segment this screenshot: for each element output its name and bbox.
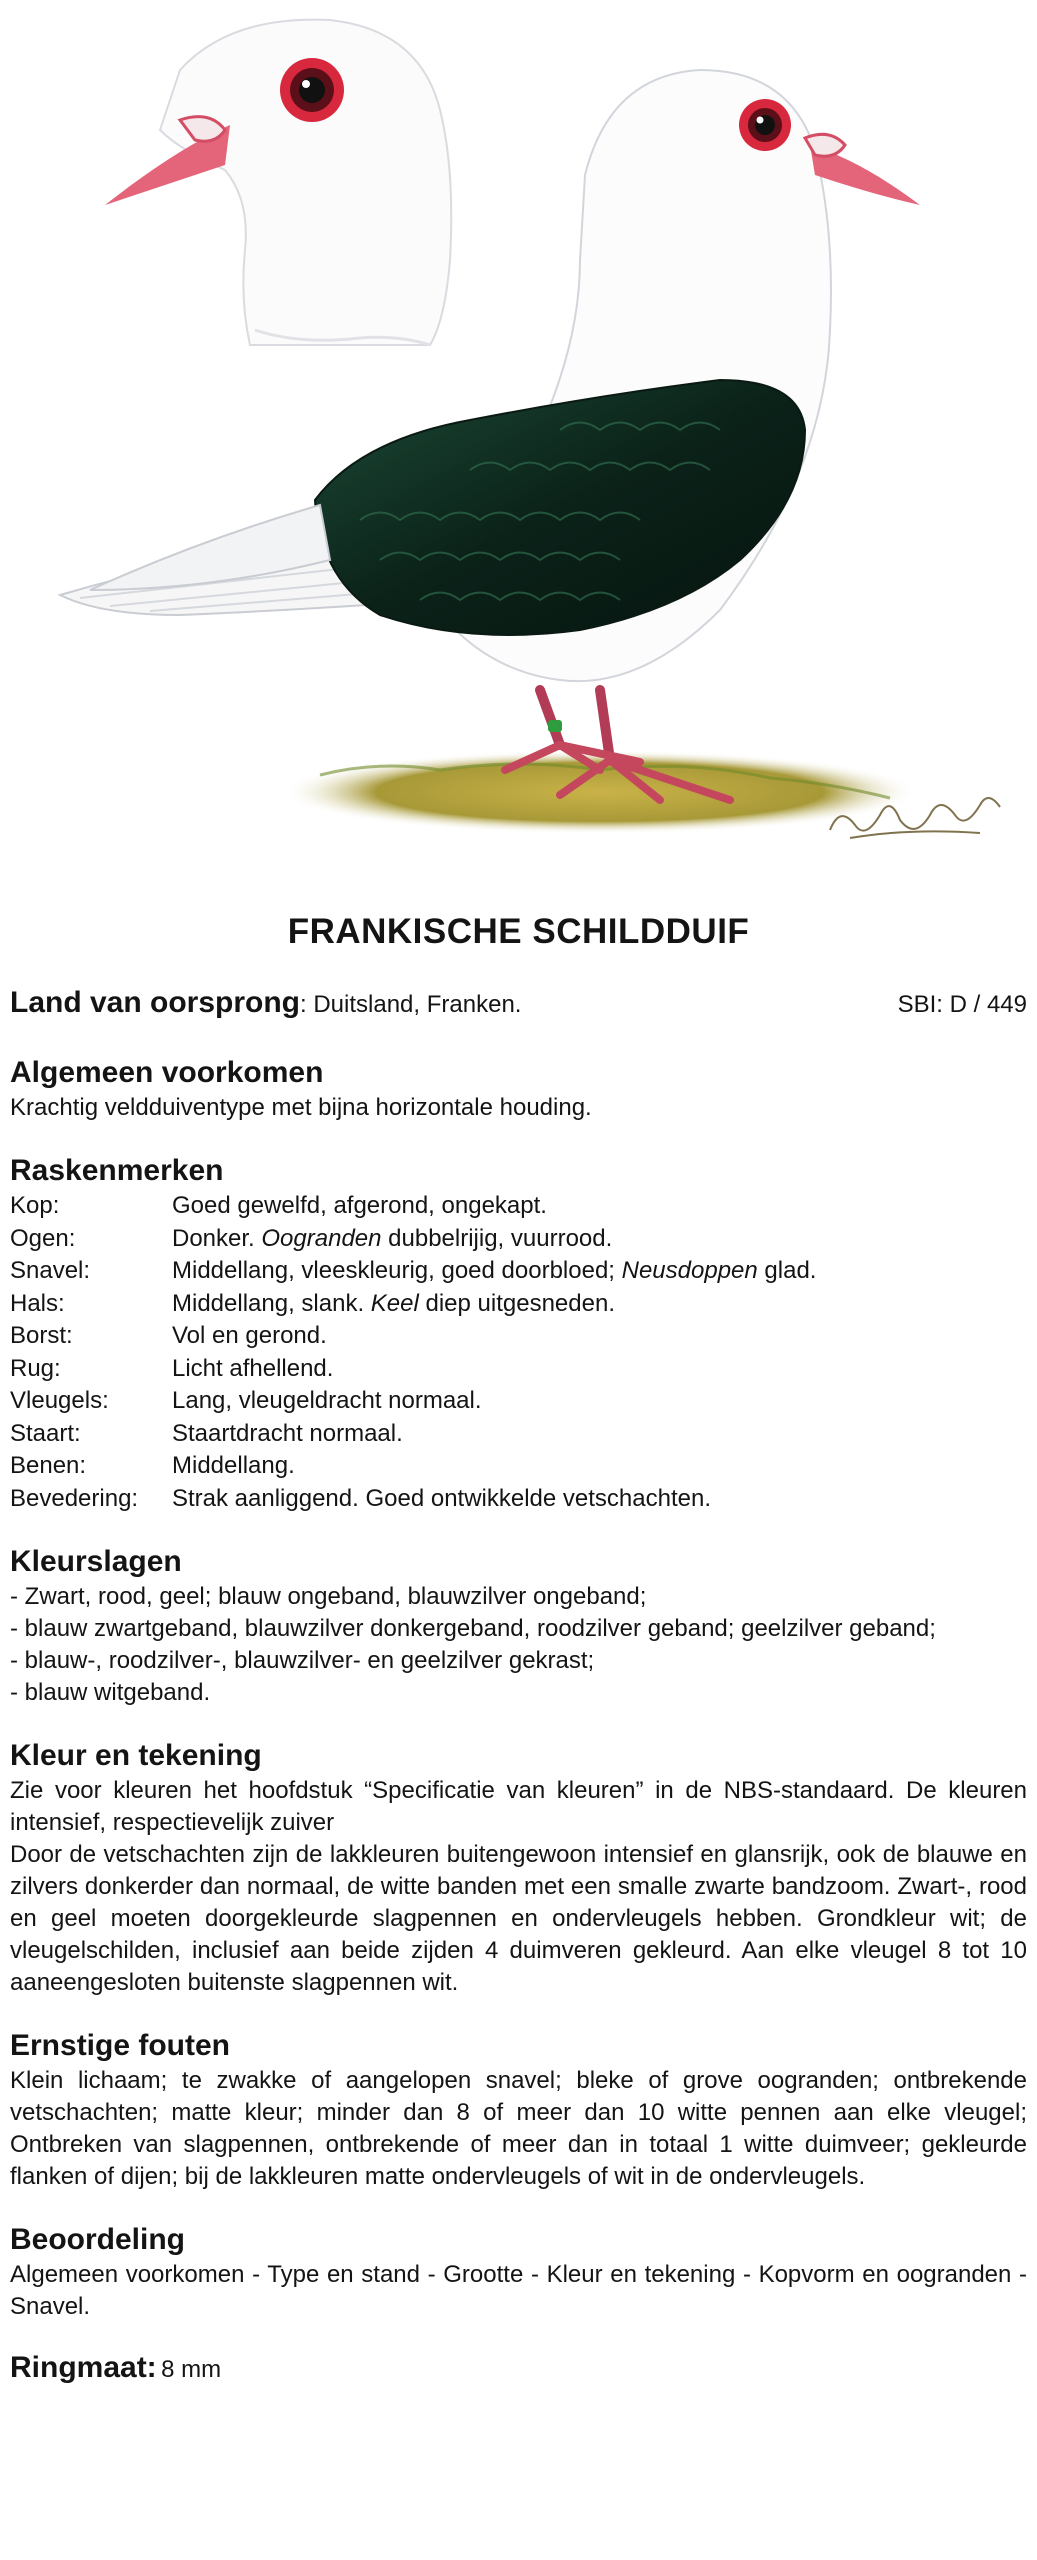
feature-value: Middellang, slank. Keel diep uitgesneden. <box>172 1289 615 1317</box>
feature-value: Staartdracht normaal. <box>172 1419 403 1447</box>
feature-label: Bevedering: <box>10 1484 139 1512</box>
feature-row <box>10 1353 1027 1386</box>
section-marking <box>10 1737 1027 1999</box>
feature-value: Lang, vleugeldracht normaal. <box>172 1387 482 1414</box>
feature-label: Rug: <box>10 1354 61 1382</box>
origin-line <box>10 986 1027 1026</box>
feature-row <box>10 1255 1027 1288</box>
feature-label: Vleugels: <box>10 1387 109 1414</box>
section-ring <box>10 2351 1027 2386</box>
feature-value: Licht afhellend. <box>172 1354 334 1382</box>
feature-label: Staart: <box>10 1419 81 1447</box>
feature-value: Middellang. <box>172 1452 295 1479</box>
breed-title: FRANKISCHE SCHILDDUIF <box>287 912 750 951</box>
feature-value: Goed gewelfd, afgerond, ongekapt. <box>172 1192 547 1219</box>
section-colors <box>10 1543 1027 1709</box>
ring-label: Ringmaat: <box>10 2351 157 2384</box>
pigeon-illustration <box>0 0 1037 880</box>
list-item: - blauw witgeband. <box>10 1679 211 1706</box>
section-heading: Kleurslagen <box>10 1545 182 1578</box>
section-judging <box>10 2221 1027 2323</box>
section-heading: Kleur en tekening <box>10 1739 262 1772</box>
feature-label: Ogen: <box>10 1224 76 1252</box>
feature-row <box>10 1223 1027 1256</box>
list-item: - blauw zwartgeband, blauwzilver donkergeband, roodzilver geband; geelzilver geband; <box>10 1615 936 1642</box>
section-text: Klein lichaam; te zwakke of aangelopen snavel; bleke of grove oogranden; ontbrekende vetschachten; matte kleur; minder dan 8 of meer dan 10 witte pennen aan elke vleugel; Ontbreken van slagpennen, ontbrekende of meer dan in totaal 1 witte duimveer; gekleurde flanken of dijen; bij de lakkleuren matte ondervleugels of wit in de ondervleugels. <box>10 2067 1027 2190</box>
feature-value: Strak aanliggend. Goed ontwikkelde vetschachten. <box>172 1484 712 1512</box>
section-features <box>10 1152 1027 1515</box>
feature-value: Vol en gerond. <box>172 1322 327 1349</box>
section-text: Zie voor kleuren het hoofdstuk “Specificatie van kleuren” in de NBS-standaard. De kleuren intensief, respectievelijk zuiver <box>10 1777 1027 1836</box>
section-heading: Ernstige fouten <box>10 2029 231 2062</box>
section-heading: Beoordeling <box>10 2223 186 2256</box>
feature-row <box>10 1385 1027 1418</box>
feature-label: Hals: <box>10 1289 65 1317</box>
feature-label: Snavel: <box>10 1257 91 1284</box>
section-text: Krachtig veldduiventype met bijna horizontale houding. <box>10 1094 592 1121</box>
section-text: Algemeen voorkomen - Type en stand - Grootte - Kleur en tekening - Kopvorm en oogranden - Snavel. <box>10 2261 1027 2320</box>
section-text: Door de vetschachten zijn de lakkleuren buitengewoon intensief en glansrijk, ook de blauwe en zilvers donkerder dan normaal, de witte banden met een smalle zwarte bandzoom. Zwart-, rood en geel moeten doorgekleurde slagpennen en ondervleugels hebben. Grondkleur wit; de vleugelschilden, inclusief aan beide zijden 4 duimveren gekleurd. Aan elke vleugel 8 tot 10 aaneengesloten buitenste slagpennen wit. <box>10 1841 1027 1996</box>
feature-label: Kop: <box>10 1192 60 1219</box>
feature-row <box>10 1418 1027 1451</box>
section-heading: Raskenmerken <box>10 1154 224 1187</box>
breed-standard <box>10 986 1027 2386</box>
list-item: - Zwart, rood, geel; blauw ongeband, blauwzilver ongeband; <box>10 1583 647 1610</box>
list-item: - blauw-, roodzilver-, blauwzilver- en geelzilver gekrast; <box>10 1647 595 1674</box>
feature-label: Benen: <box>10 1452 87 1479</box>
sbi-code: SBI: D / 449 <box>897 991 1027 1018</box>
origin-value: : Duitsland, Franken. <box>300 991 522 1018</box>
head-detail-illustration <box>105 20 451 345</box>
origin-label: Land van oorsprong <box>10 986 301 1019</box>
section-general <box>10 1054 1027 1124</box>
section-faults <box>10 2027 1027 2193</box>
feature-value: Donker. Oogranden dubbelrijig, vuurrood. <box>172 1224 613 1252</box>
section-heading: Algemeen voorkomen <box>10 1056 324 1089</box>
feature-row <box>10 1288 1027 1321</box>
leg-ring <box>548 720 562 732</box>
feature-row <box>10 1483 1027 1516</box>
feature-row <box>10 1450 1027 1483</box>
feature-row <box>10 1320 1027 1353</box>
feature-value: Middellang, vleeskleurig, goed doorbloed; Neusdoppen glad. <box>172 1257 817 1284</box>
ring-value: 8 mm <box>161 2356 222 2383</box>
feature-row <box>10 1190 1027 1223</box>
feature-label: Borst: <box>10 1322 73 1349</box>
